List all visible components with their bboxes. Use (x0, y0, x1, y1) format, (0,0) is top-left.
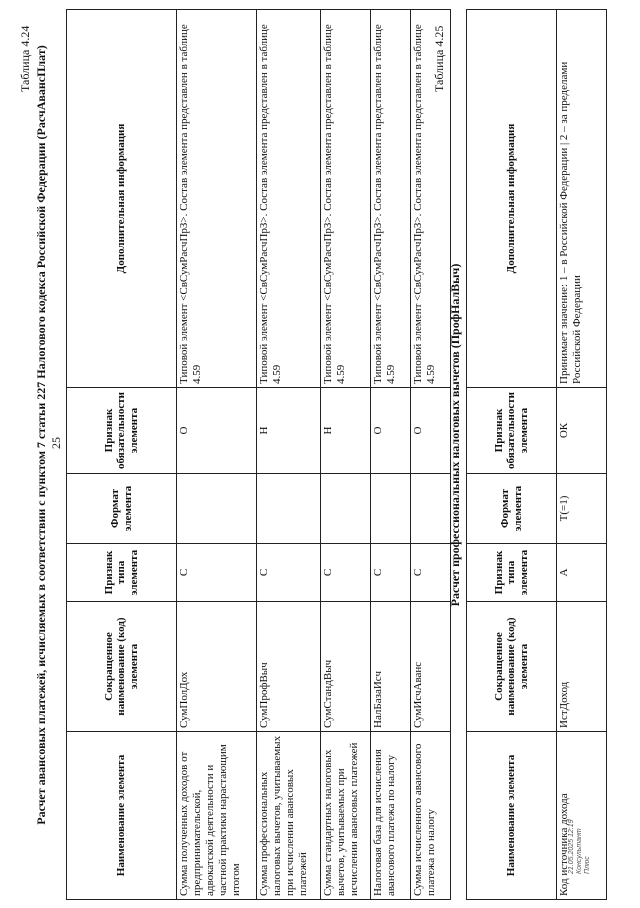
table-cell: С (371, 544, 411, 602)
table-cell: О (177, 388, 257, 474)
table-cell: СумСтандВыч (321, 602, 371, 732)
table-4-24 (66, 9, 451, 900)
stamp-date: 21.05.2025 12:19 (568, 819, 575, 874)
table-cell: О (371, 388, 411, 474)
table-cell: С (321, 544, 371, 602)
header-cell: Наименование элемента (467, 732, 557, 900)
table-cell: Сумма стандартных налоговых вычетов, учитываемых при исчислении авансовых платежей (321, 732, 371, 900)
table-cell: Код источника дохода (557, 732, 607, 900)
table-cell: ИстДоход (557, 602, 607, 732)
table-cell: Типовой элемент <СвСумРасчПрЗ>. Состав элемента представлен в таблице 4.59 (321, 10, 371, 388)
table-cell: Типовой элемент <СвСумРасчПрЗ>. Состав элемента представлен в таблице 4.59 (371, 10, 411, 388)
table-cell: Типовой элемент <СвСумРасчПрЗ>. Состав элемента представлен в таблице 4.59 (257, 10, 321, 388)
table-cell: Н (321, 388, 371, 474)
table-row (371, 10, 411, 900)
table-4-24-title: Расчет авансовых платежей, исчисляемых в соответствии с пунктом 7 статьи 227 Налогового кодекса Российской Федерации (РасчАвансПлат) (34, 45, 48, 825)
print-stamp (568, 814, 592, 874)
header-cell: Сокращенное наименование (код) элемента (67, 602, 177, 732)
table-cell (371, 474, 411, 544)
table-cell (257, 474, 321, 544)
header-cell: Признак типа элемента (467, 544, 557, 602)
header-cell: Формат элемента (467, 474, 557, 544)
table-cell: А (557, 544, 607, 602)
table-cell (177, 474, 257, 544)
header-cell: Дополнительная информация (67, 10, 177, 388)
table-cell: СумПолДох (177, 602, 257, 732)
table-cell: Т(=1) (557, 474, 607, 544)
table-4-25-label: Таблица 4.25 (432, 25, 446, 92)
table-cell: ОК (557, 388, 607, 474)
table-cell: Принимает значение: 1 – в Российской Федерации | 2 – за пределами Российской Федерации (557, 10, 607, 388)
table-cell (321, 474, 371, 544)
table-4-25-title: Расчет профессиональных налоговых вычетов (ПрофНалВыч) (448, 263, 462, 607)
table-row (257, 10, 321, 900)
table-cell: НалБазаИсч (371, 602, 411, 732)
stamp-source: Консультант Плюс (576, 828, 591, 874)
header-cell: Формат элемента (67, 474, 177, 544)
table-cell: Сумма исчисленного авансового платежа по налогу (411, 732, 451, 900)
table-cell: Н (257, 388, 321, 474)
header-cell: Наименование элемента (67, 732, 177, 900)
table-4-25 (466, 9, 607, 900)
table-cell: Типовой элемент <СвСумРасчПрЗ>. Состав элемента представлен в таблице 4.59 (411, 10, 451, 388)
table-cell: Налоговая база для исчисления авансового платежа по налогу (371, 732, 411, 900)
table-cell: Сумма профессиональных налоговых вычетов, учитываемых при исчислении авансовых платежей (257, 732, 321, 900)
header-cell: Дополнительная информация (467, 10, 557, 388)
table-row (411, 10, 451, 900)
header-cell: Признак типа элемента (67, 544, 177, 602)
table-cell: СумПрофВыч (257, 602, 321, 732)
table-cell: СумИсчАванс (411, 602, 451, 732)
table-cell: С (257, 544, 321, 602)
table-cell: Типовой элемент <СвСумРасчПрЗ>. Состав элемента представлен в таблице 4.59 (177, 10, 257, 388)
table-4-24-label: Таблица 4.24 (18, 25, 32, 92)
table-cell (411, 474, 451, 544)
table-cell: Сумма полученных доходов от предпринимательской, адвокатской деятельности и частной практики нарастающим итогом (177, 732, 257, 900)
table-row (321, 10, 371, 900)
table-row (177, 10, 257, 900)
table-header-row (467, 10, 557, 900)
header-cell: Признак обязательности элемента (467, 388, 557, 474)
table-cell: О (411, 388, 451, 474)
table-cell: С (411, 544, 451, 602)
page-number: 25 (49, 437, 63, 449)
header-cell: Признак обязательности элемента (67, 388, 177, 474)
table-row (557, 10, 607, 900)
header-cell: Сокращенное наименование (код) элемента (467, 602, 557, 732)
table-header-row (67, 10, 177, 900)
table-cell: С (177, 544, 257, 602)
